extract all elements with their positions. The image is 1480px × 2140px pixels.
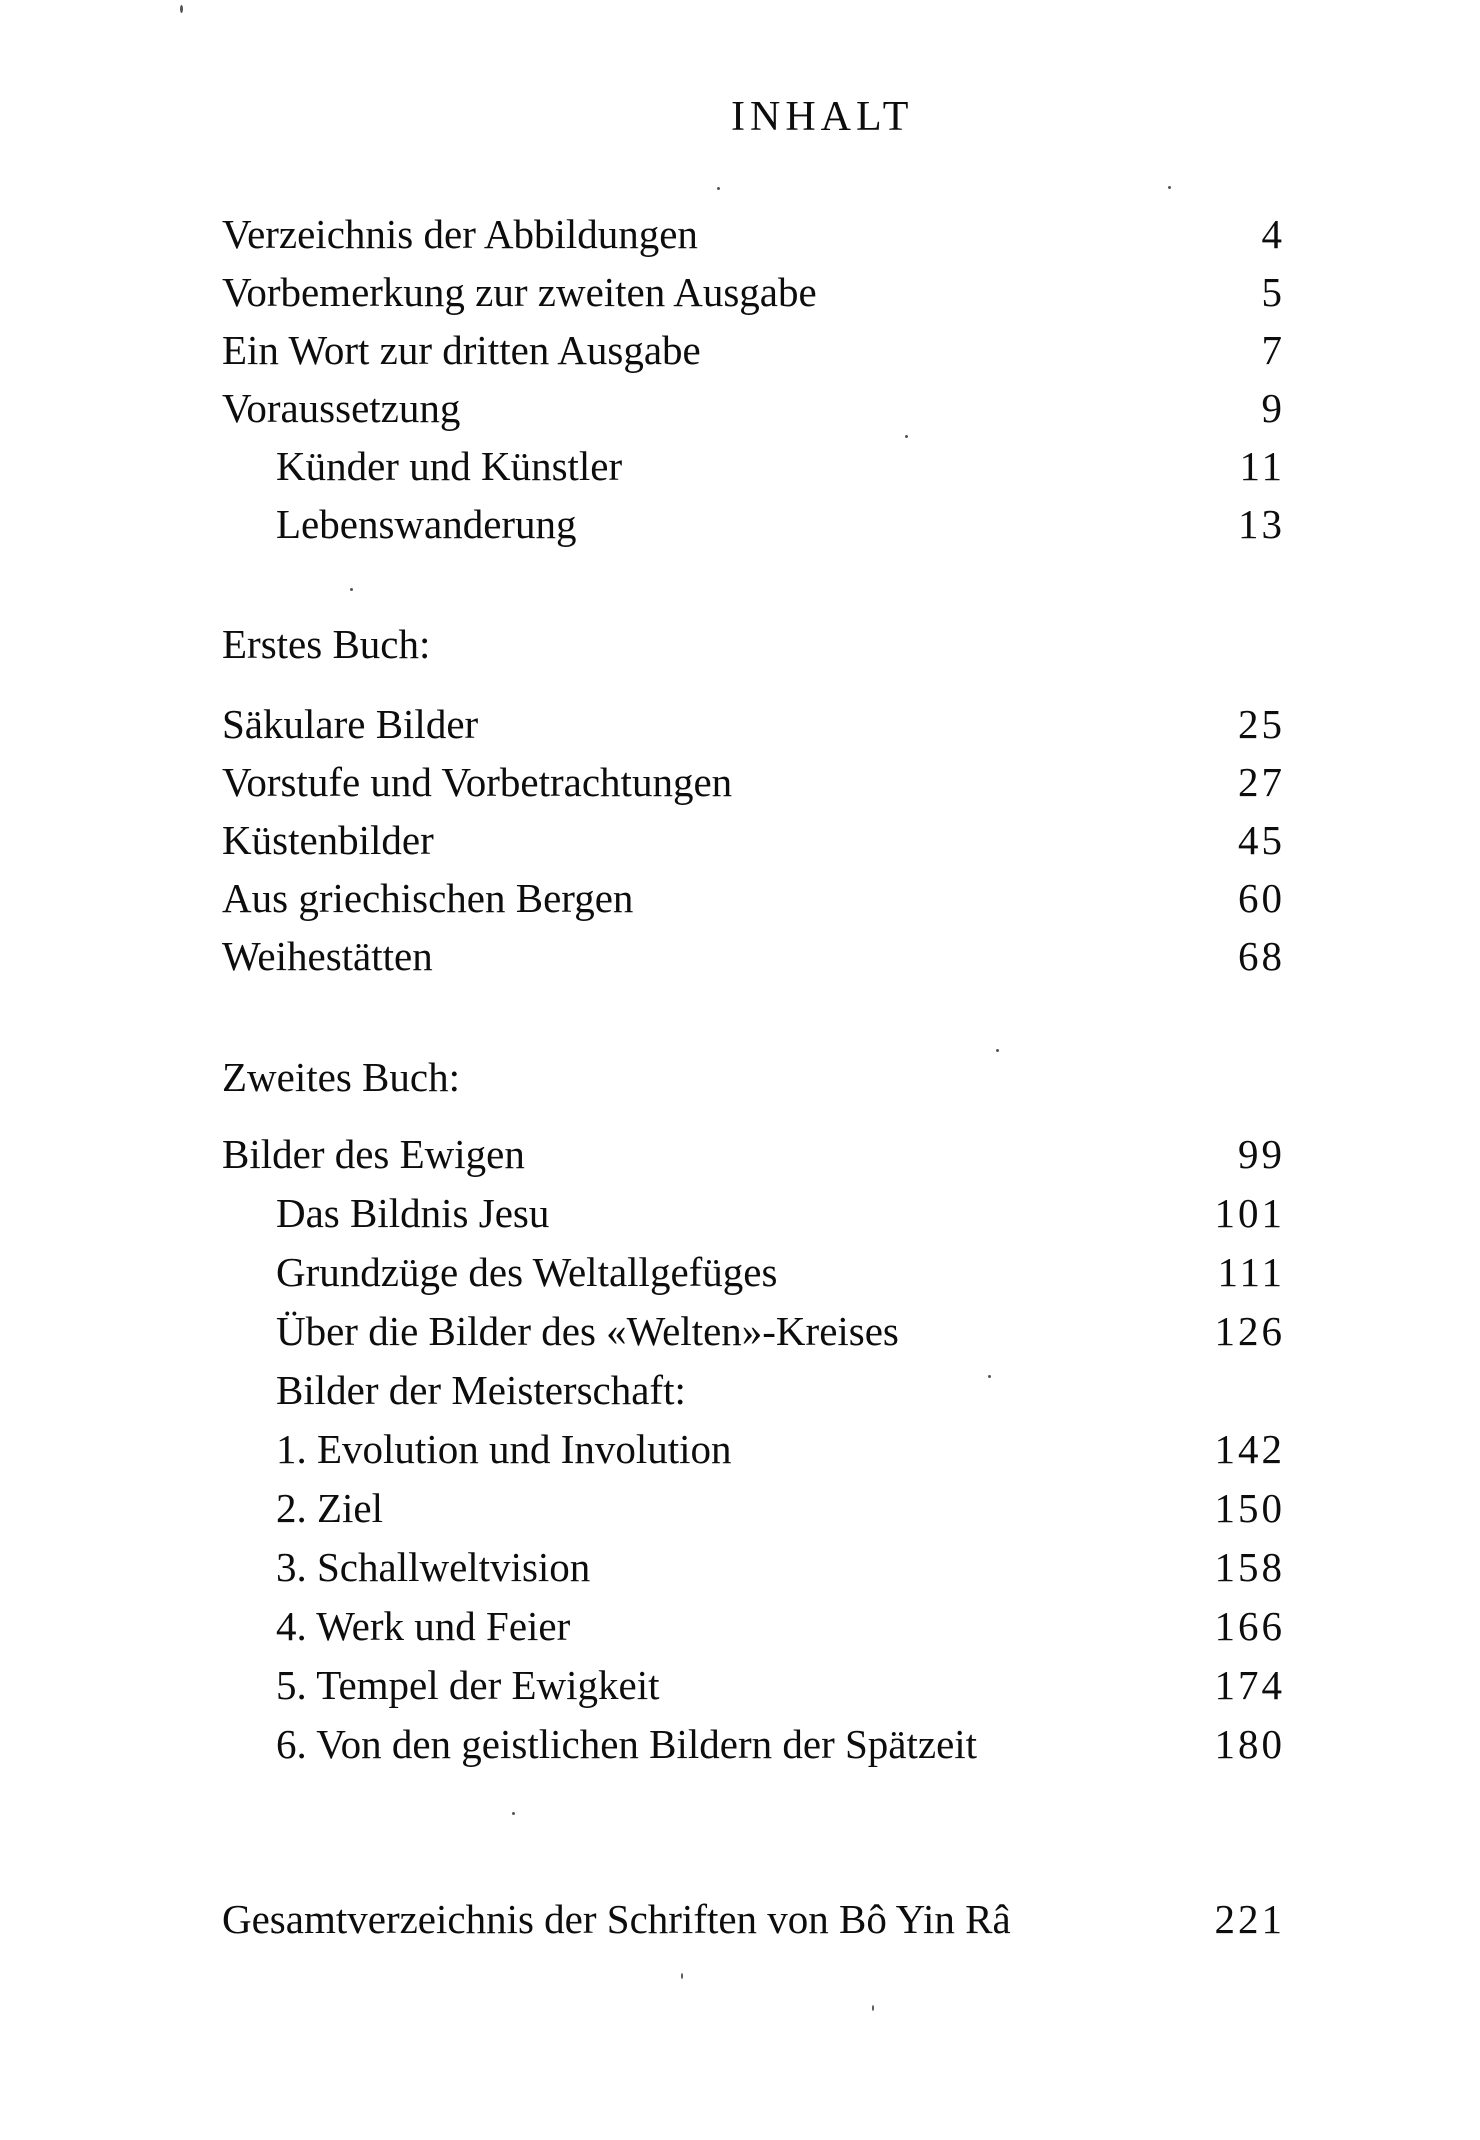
toc-row [222,1715,1285,1774]
toc-entry-page: 9 [1261,385,1285,431]
toc-entry-label: Künder und Künstler [276,443,623,489]
toc-row [222,695,1285,753]
scan-speck [996,1049,999,1052]
toc-entry-page: 60 [1238,875,1285,921]
toc-entry-page: 166 [1214,1603,1285,1649]
toc-entry-page: 126 [1214,1308,1285,1354]
toc-entry-label: Grundzüge des Weltallgefüges [276,1249,778,1295]
toc-row [222,753,1285,811]
toc-row [222,321,1285,379]
toc-row [222,1538,1285,1597]
section-heading-erstes-buch: Erstes Buch: [222,621,431,667]
toc-row [222,927,1285,985]
toc-entry-label: Voraussetzung [222,385,461,431]
toc-entry-label: 6. Von den geistlichen Bildern der Spätzeit [276,1721,978,1767]
toc-entry-page: 142 [1214,1426,1285,1472]
toc-entry-label: 5. Tempel der Ewigkeit [276,1662,660,1708]
toc-entry-label: Bilder des Ewigen [222,1131,525,1177]
toc-entry-label: Weihestätten [222,933,433,979]
section-heading-zweites-buch: Zweites Buch: [222,1054,460,1100]
scan-speck [681,1973,683,1979]
toc-entry-page: 27 [1238,759,1285,805]
toc-entry-page: 5 [1261,269,1285,315]
toc-entry-label: Lebenswanderung [276,501,577,547]
toc-row [222,1656,1285,1715]
toc-entry-page: 68 [1238,933,1285,979]
toc-row [222,1479,1285,1538]
toc-row [222,1184,1285,1243]
scan-speck [180,5,183,13]
front-matter-section [222,205,1285,553]
erstes-buch-section [222,695,1285,985]
toc-row [222,1597,1285,1656]
toc-row [222,1125,1285,1184]
toc-entry-page: 99 [1238,1131,1285,1177]
toc-entry-page: 180 [1214,1721,1285,1767]
toc-entry-label: Das Bildnis Jesu [276,1190,550,1236]
toc-entry-page: 7 [1261,327,1285,373]
toc-entry-page: 4 [1261,211,1285,257]
toc-row [222,1243,1285,1302]
toc-entry-label: Über die Bilder des «Welten»-Kreises [276,1308,899,1354]
toc-entry-label: Bilder der Meisterschaft: [276,1367,686,1413]
scan-speck [512,1812,515,1815]
toc-row [222,811,1285,869]
toc-entry-page: 25 [1238,701,1285,747]
toc-entry-page: 45 [1238,817,1285,863]
toc-row [222,1890,1285,1948]
scan-speck [988,1375,991,1378]
toc-row [222,1361,1285,1420]
toc-entry-page: 13 [1238,501,1285,547]
zweites-buch-section [222,1125,1285,1774]
toc-entry-page: 174 [1214,1662,1285,1708]
toc-entry-label: Verzeichnis der Abbildungen [222,211,698,257]
toc-entry-label: 1. Evolution und Involution [276,1426,732,1472]
toc-entry-label: Gesamtverzeichnis der Schriften von Bô Yin Râ [222,1896,1011,1942]
toc-entry-label: Säkulare Bilder [222,701,479,747]
scan-speck [1168,186,1171,189]
toc-entry-page: 11 [1239,443,1285,489]
toc-entry-label: Vorstufe und Vorbetrachtungen [222,759,733,805]
toc-entry-page: 221 [1214,1896,1285,1942]
toc-entry-label: 3. Schallweltvision [276,1544,591,1590]
toc-entry-page: 158 [1214,1544,1285,1590]
toc-entry-page: 111 [1217,1249,1285,1295]
toc-row [222,205,1285,263]
toc-entry-label: 4. Werk und Feier [276,1603,571,1649]
toc-entry-page: 101 [1214,1190,1285,1236]
toc-entry-page: 150 [1214,1485,1285,1531]
toc-row [222,379,1285,437]
closing-section [222,1890,1285,1948]
scan-speck [905,435,908,438]
toc-entry-label: 2. Ziel [276,1485,384,1531]
toc-row [222,1302,1285,1361]
toc-row [222,437,1285,495]
scan-speck [717,187,720,190]
toc-row [222,1420,1285,1479]
scan-speck [350,588,353,591]
toc-entry-label: Ein Wort zur dritten Ausgabe [222,327,701,373]
toc-entry-label: Vorbemerkung zur zweiten Ausgabe [222,269,817,315]
toc-row [222,495,1285,553]
scan-speck [872,2005,874,2011]
toc-row [222,263,1285,321]
toc-row [222,869,1285,927]
toc-entry-label: Küstenbilder [222,817,434,863]
toc-entry-label: Aus griechischen Bergen [222,875,634,921]
page-title: INHALT [731,94,914,140]
